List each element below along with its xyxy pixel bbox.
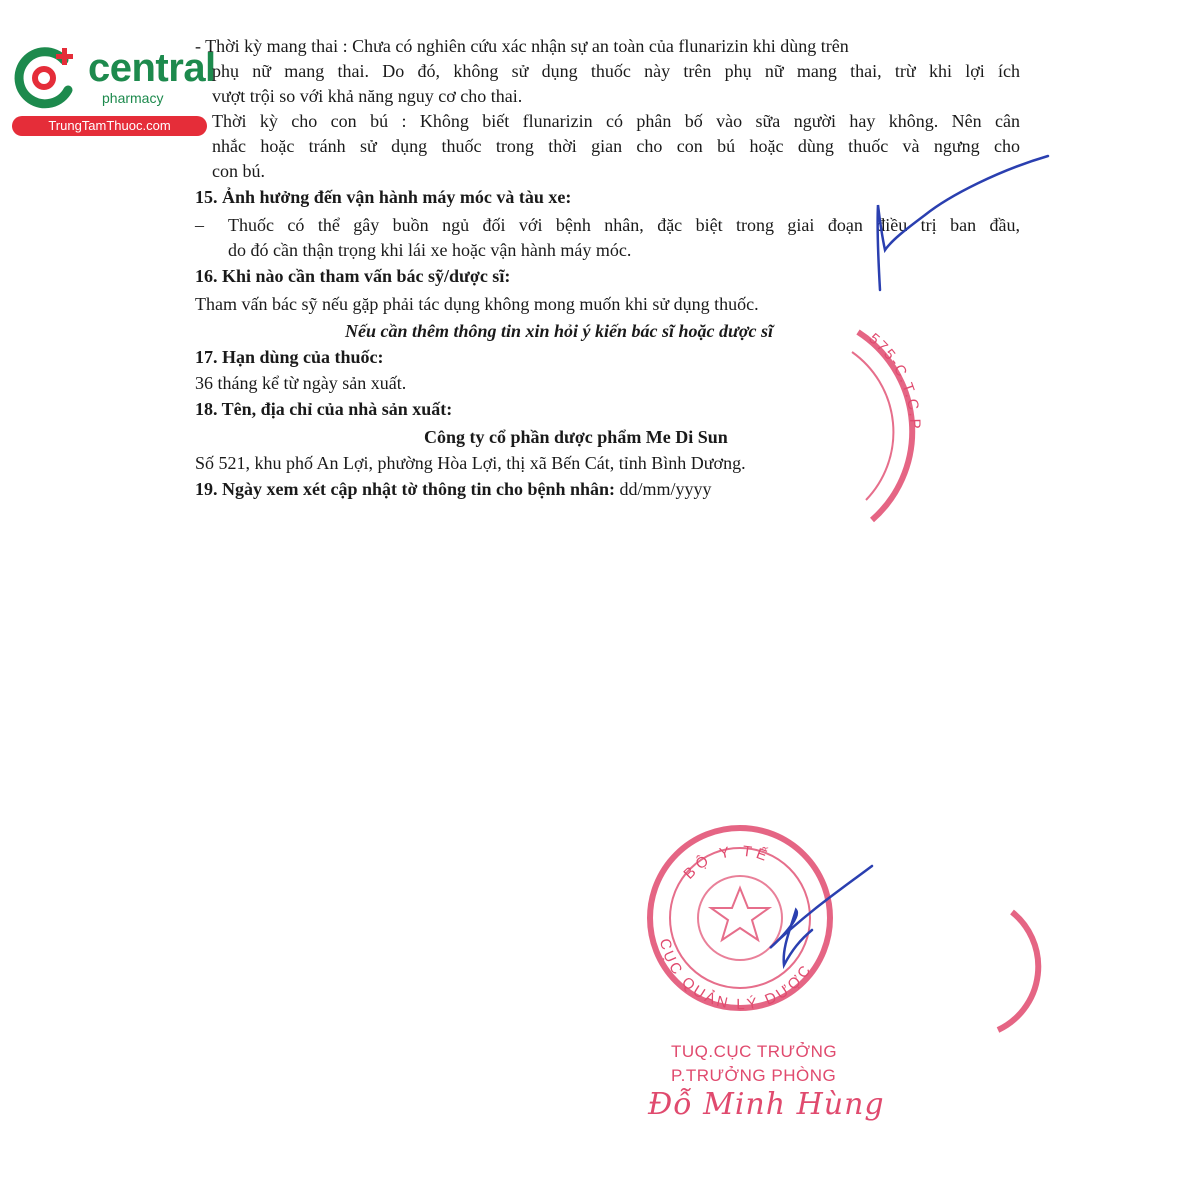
signature-blue-top-icon bbox=[878, 156, 1048, 290]
section-19-value: dd/mm/yyyy bbox=[619, 479, 712, 499]
breastfeeding-line-3: con bú. bbox=[212, 161, 265, 181]
logo-banner: TrungTamThuoc.com bbox=[12, 116, 207, 136]
pregnancy-line-2: phụ nữ mang thai. Do đó, không sử dụng thuốc này trên phụ nữ mang thai, trừ khi lợi ích bbox=[212, 61, 1020, 81]
section-15-heading: 15. Ảnh hưởng đến vận hành máy móc và tàu xe: bbox=[195, 187, 572, 207]
partial-seal-icon bbox=[998, 912, 1038, 1030]
breastfeeding-line-2: nhắc hoặc tránh sử dụng thuốc trong thời gian cho con bú hoặc dùng thuốc và ngưng cho bbox=[212, 136, 1020, 156]
section-19-heading: 19. Ngày xem xét cập nhật tờ thông tin cho bệnh nhân: bbox=[195, 479, 616, 499]
section-16-heading: 16. Khi nào cần tham vấn bác sỹ/dược sĩ: bbox=[195, 266, 511, 286]
manufacturer-name: Công ty cổ phần dược phẩm Me Di Sun bbox=[424, 427, 728, 447]
ministry-seal-icon bbox=[650, 828, 830, 1013]
seal-caption-1: TUQ.CỤC TRƯỞNG bbox=[671, 1042, 838, 1061]
section-15-dash: – bbox=[195, 215, 204, 235]
signatory-name: Đỗ Minh Hùng bbox=[648, 1087, 885, 1122]
logo-subtitle: pharmacy bbox=[102, 90, 164, 106]
pregnancy-line-3: vượt trội so với khả năng nguy cơ cho thai. bbox=[212, 86, 523, 106]
pregnancy-line-1: - Thời kỳ mang thai : Chưa có nghiên cứu xác nhận sự an toàn của flunarizin khi dùng trên bbox=[195, 36, 849, 56]
section-15-line-2: do đó cần thận trọng khi lái xe hoặc vận hành máy móc. bbox=[228, 240, 632, 260]
section-17-text: 36 tháng kể từ ngày sản xuất. bbox=[195, 373, 407, 393]
company-seal-text: 575-C.T.C.P bbox=[865, 330, 924, 431]
breastfeeding-line-1: Thời kỳ cho con bú : Không biết flunarizin có phân bố vào sữa người hay không. Nên cân bbox=[212, 111, 1020, 131]
section-17-heading: 17. Hạn dùng của thuốc: bbox=[195, 347, 384, 367]
logo-wordmark: central bbox=[88, 46, 216, 90]
section-16-text: Tham vấn bác sỹ nếu gặp phải tác dụng không mong muốn khi sử dụng thuốc. bbox=[195, 294, 759, 314]
seal-caption-2: P.TRƯỞNG PHÒNG bbox=[671, 1066, 837, 1085]
company-seal-icon bbox=[852, 330, 923, 520]
ministry-seal-bottom-text: CỤC QUẢN LÝ DƯỢC bbox=[655, 936, 816, 1014]
manufacturer-address: Số 521, khu phố An Lợi, phường Hòa Lợi, thị xã Bến Cát, tỉnh Bình Dương. bbox=[195, 453, 746, 473]
section-15-line-1: Thuốc có thể gây buồn ngủ đối với bệnh nhân, đặc biệt trong giai đoạn điều trị ban đầu, bbox=[228, 215, 1020, 235]
section-18-heading: 18. Tên, địa chỉ của nhà sản xuất: bbox=[195, 399, 453, 419]
section-16-note: Nếu cần thêm thông tin xin hỏi ý kiến bác sĩ hoặc dược sĩ bbox=[345, 321, 773, 341]
ministry-seal-top-text: BỘ Y TẾ bbox=[680, 842, 773, 883]
